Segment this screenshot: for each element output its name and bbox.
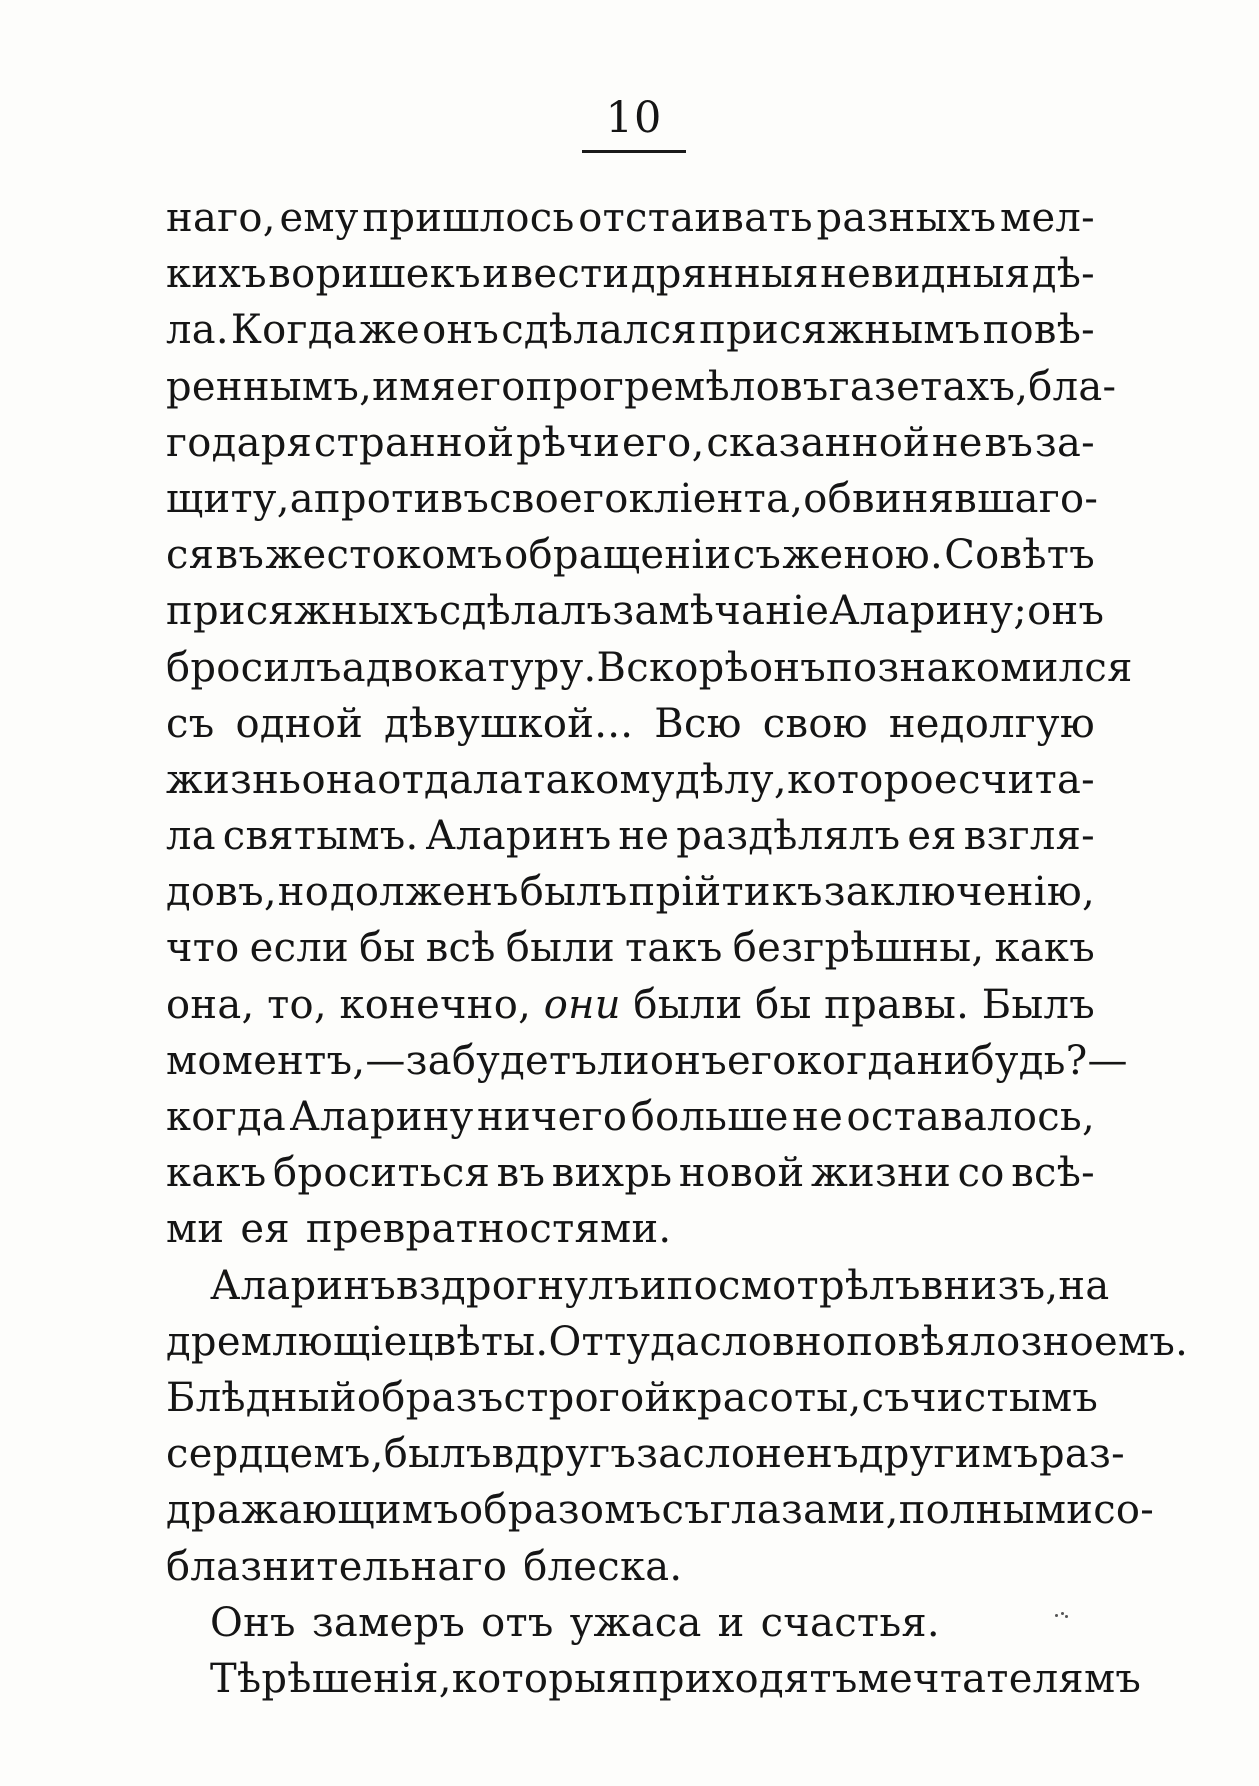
word: недолгую	[888, 700, 1095, 747]
word: счита-	[958, 756, 1095, 803]
word: образъ	[356, 1374, 504, 1421]
word: раз-	[1038, 1431, 1125, 1478]
text-line	[166, 1370, 1099, 1426]
word: другимъ	[858, 1431, 1039, 1478]
text-line	[166, 1595, 1095, 1651]
word: воришекъ	[268, 251, 481, 298]
word: повѣяло	[846, 1318, 1021, 1365]
word: Аларину;	[829, 588, 1028, 635]
word: полными	[898, 1487, 1094, 1534]
word: она,	[166, 981, 255, 1028]
word: на	[1058, 1262, 1110, 1309]
word: Онъ	[210, 1599, 296, 1646]
text-line	[166, 1033, 1128, 1089]
word: адвокатуру.	[341, 644, 597, 691]
word: какъ	[994, 925, 1095, 972]
text-line	[166, 302, 1095, 358]
word: съ	[166, 700, 215, 747]
word: когда	[796, 1037, 917, 1084]
word: строгой	[503, 1374, 672, 1421]
word: щиту,	[166, 475, 290, 522]
word: дѣлу,	[674, 756, 787, 803]
word: взгля-	[963, 813, 1095, 860]
word: сдѣлалъ	[438, 588, 613, 635]
word: они	[543, 981, 621, 1028]
word: его	[456, 363, 526, 410]
word: въ	[496, 1150, 546, 1197]
word: невидныя	[820, 251, 1031, 298]
word: ся	[166, 532, 215, 579]
word: жизни	[810, 1150, 952, 1197]
text-line	[166, 1314, 1189, 1370]
text-line	[166, 977, 1095, 1033]
word: сердцемъ,	[166, 1431, 384, 1478]
word: мел-	[1000, 195, 1095, 241]
word: обвинявшаго-	[803, 475, 1099, 522]
word: ми	[166, 1206, 225, 1253]
word: бла-	[1028, 363, 1117, 410]
word: замеръ	[311, 1599, 466, 1646]
word: такому	[523, 756, 675, 803]
word: пришлось	[362, 195, 575, 241]
word: ея	[240, 1206, 290, 1253]
word: Когда	[230, 307, 357, 354]
word: его,	[621, 419, 705, 466]
text-line	[166, 1482, 1155, 1538]
word: обращеніи	[504, 532, 732, 579]
word: кихъ	[166, 251, 267, 298]
text-line	[166, 1258, 1110, 1314]
word: онъ	[649, 1037, 727, 1084]
word: разныхъ	[816, 195, 997, 241]
word: его	[726, 1037, 797, 1084]
word: кліента,	[628, 475, 804, 522]
word: реннымъ,	[166, 363, 373, 410]
word: съ	[661, 1487, 710, 1534]
word: въ	[984, 419, 1034, 466]
word: съ	[861, 1374, 911, 1421]
word: дражающимъ	[166, 1487, 459, 1534]
word: газетахъ,	[828, 363, 1029, 410]
word: бросилъ	[166, 644, 342, 691]
word: Оттуда	[548, 1318, 700, 1365]
word: Совѣтъ	[944, 532, 1095, 579]
text-line	[166, 1201, 1095, 1257]
word: больше	[630, 1094, 789, 1140]
word: всѣ	[425, 925, 496, 972]
word: были	[633, 981, 743, 1028]
word: мечтателямъ	[857, 1655, 1142, 1702]
word: глазами,	[709, 1487, 899, 1534]
word: нибудь?—	[916, 1037, 1128, 1084]
word: дрянныя	[630, 251, 819, 298]
word: странной	[313, 419, 515, 466]
word: безгрѣшны,	[732, 925, 985, 972]
word: повѣ-	[982, 307, 1095, 354]
word: довъ,	[166, 869, 277, 916]
word: противъ	[313, 475, 490, 522]
word: не	[792, 1094, 844, 1140]
text-line	[166, 359, 1117, 415]
word: не	[931, 419, 983, 466]
page-text	[166, 190, 1189, 1707]
word: всѣ-	[1011, 1150, 1095, 1197]
word: своего	[489, 475, 629, 522]
word: со	[957, 1150, 1005, 1197]
word: свою	[762, 700, 868, 747]
word: ужаса	[569, 1599, 702, 1646]
word: когда	[166, 1094, 287, 1140]
word: словно	[699, 1318, 847, 1365]
word: ему	[279, 195, 359, 241]
word: цвѣты.	[407, 1318, 549, 1365]
word: Всю	[654, 700, 742, 747]
text-line	[166, 808, 1095, 864]
word: замѣчаніе	[612, 588, 830, 635]
word: отстаивать	[578, 195, 813, 241]
word: такъ	[625, 925, 723, 972]
word: женою.	[782, 532, 943, 579]
word: образомъ	[458, 1487, 662, 1534]
word: и	[482, 251, 510, 298]
text-line	[166, 752, 1095, 808]
word: отдала	[377, 756, 523, 803]
word: оставалось,	[846, 1094, 1095, 1140]
word: Аларинъ	[210, 1262, 397, 1309]
text-line	[166, 1145, 1095, 1201]
word: же	[358, 307, 421, 354]
word: красоты,	[671, 1374, 862, 1421]
word: онъ	[748, 644, 827, 691]
word: какъ	[166, 1150, 267, 1197]
word: внизъ,	[920, 1262, 1059, 1309]
word: Аларину	[289, 1094, 474, 1140]
word: ла.	[166, 307, 229, 354]
word: чистымъ	[910, 1374, 1099, 1421]
text-line	[166, 527, 1095, 583]
word: заслоненъ	[636, 1431, 859, 1478]
word: заключенію,	[823, 869, 1095, 916]
word: конечно,	[339, 981, 532, 1028]
word: имя	[372, 363, 457, 410]
word: присяжныхъ	[166, 588, 439, 635]
word: не	[618, 813, 670, 860]
text-line	[166, 1089, 1095, 1145]
word: дѣ-	[1031, 251, 1095, 298]
word: былъ	[519, 869, 628, 916]
text-line	[166, 583, 1105, 639]
word: вздрогнулъ	[396, 1262, 640, 1309]
word: Вскорѣ	[596, 644, 749, 691]
word: прогремѣло	[525, 363, 780, 410]
text-line	[166, 471, 1099, 527]
word: рѣчи	[516, 419, 621, 466]
text-line	[166, 920, 1095, 976]
word: ли	[597, 1037, 650, 1084]
word: вихрь	[551, 1150, 673, 1197]
word: познакомился	[826, 644, 1133, 691]
page-number-rule	[582, 150, 686, 153]
word: посмотрѣлъ	[666, 1262, 921, 1309]
word: прійти	[628, 869, 771, 916]
word: бы	[359, 925, 416, 972]
page-number: 10	[605, 93, 663, 143]
word: что	[166, 925, 240, 972]
text-line	[166, 1426, 1125, 1482]
word: ея	[907, 813, 957, 860]
word: то,	[267, 981, 327, 1028]
text-line	[166, 864, 1095, 920]
word: ничего	[476, 1094, 628, 1140]
word: дремлющіе	[166, 1318, 408, 1365]
word: новой	[678, 1150, 805, 1197]
word: блеска.	[523, 1543, 683, 1590]
word: но	[277, 869, 330, 916]
word: раздѣлялъ	[676, 813, 901, 860]
word: были	[505, 925, 615, 972]
text-line	[166, 1539, 1095, 1595]
text-line	[166, 415, 1095, 471]
text-line	[166, 640, 1133, 696]
word: вести	[510, 251, 630, 298]
word: и	[717, 1599, 745, 1646]
print-speck	[1055, 1612, 1069, 1618]
word: съ	[732, 532, 782, 579]
word: былъ	[383, 1431, 492, 1478]
word: бы	[755, 981, 812, 1028]
word: къ	[771, 869, 823, 916]
word: сказанной	[706, 419, 931, 466]
word: а	[289, 475, 314, 522]
text-line	[166, 696, 1095, 752]
word: долженъ	[330, 869, 519, 916]
word: жизнь	[166, 756, 302, 803]
word: моментъ,—забудетъ	[166, 1037, 598, 1084]
word: ла	[166, 813, 216, 860]
word: вдругъ	[491, 1431, 637, 1478]
word: Тѣ	[210, 1655, 262, 1702]
word: въ	[779, 363, 829, 410]
word: превратностями.	[305, 1206, 672, 1253]
word: правы.	[824, 981, 970, 1028]
word: и	[639, 1262, 667, 1309]
word: зноемъ.	[1020, 1318, 1189, 1365]
word: за-	[1034, 419, 1095, 466]
word: наго,	[166, 195, 276, 241]
word: Аларинъ	[425, 813, 612, 860]
word: онъ	[422, 307, 500, 354]
word: отъ	[481, 1599, 554, 1646]
word: онъ	[1027, 588, 1105, 635]
word: блазнительнаго	[166, 1543, 508, 1590]
word: Былъ	[981, 981, 1095, 1028]
word: годаря	[166, 419, 313, 466]
word: со-	[1093, 1487, 1155, 1534]
word: приходятъ	[631, 1655, 858, 1702]
word: присяжнымъ	[699, 307, 981, 354]
word: жестокомъ	[265, 532, 503, 579]
word: Блѣдный	[166, 1374, 357, 1421]
word: въ	[215, 532, 265, 579]
word: рѣшенія,	[261, 1655, 452, 1702]
word: одной	[235, 700, 364, 747]
word: которое	[787, 756, 958, 803]
word: сдѣлался	[501, 307, 698, 354]
word: дѣвушкой...	[384, 700, 634, 747]
text-line	[166, 246, 1095, 302]
word: она	[301, 756, 377, 803]
word: броситься	[273, 1150, 491, 1197]
word: счастья.	[760, 1599, 940, 1646]
word: которыя	[451, 1655, 632, 1702]
text-line	[166, 190, 1095, 246]
word: если	[249, 925, 349, 972]
text-line	[166, 1651, 1142, 1707]
word: святымъ.	[222, 813, 419, 860]
